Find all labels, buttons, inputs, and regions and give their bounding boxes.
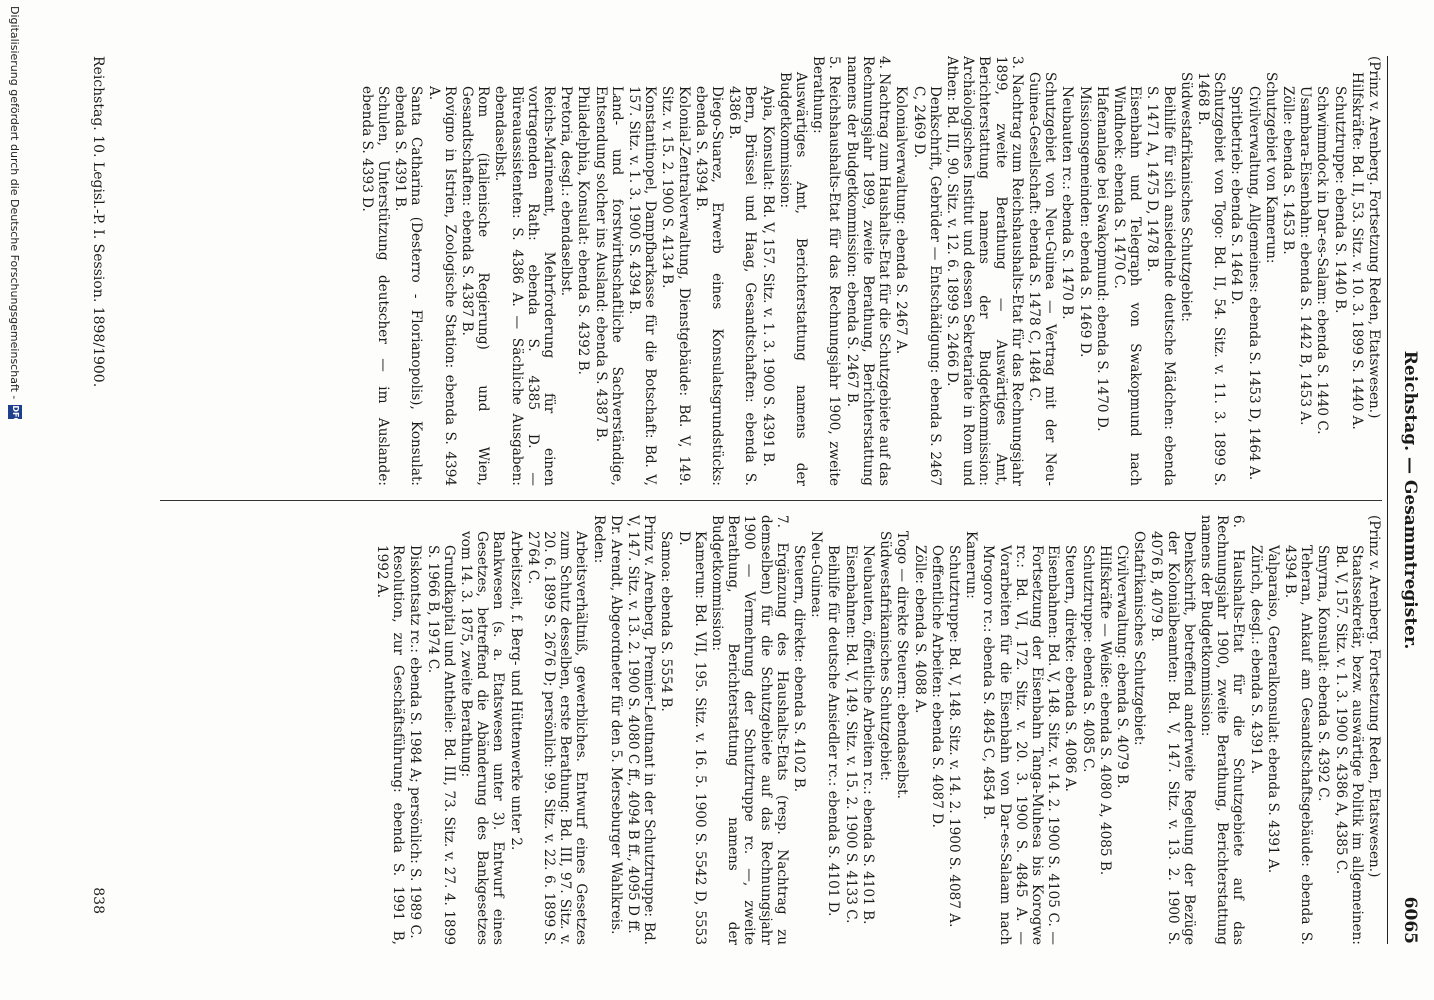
index-entry: Prinz v. Arenberg, Premier-Leutnant in der Schutztruppe: Bd. V, 147. Sitz. v. 13. 2. 1900 S. 4080 C ff., 4094 B ff., 4095 D ff. (625, 515, 658, 945)
index-entry: Schutzgebiet von Kamerun: (1262, 72, 1279, 264)
index-entry: Bankwesen (s. a. Etatswesen unter 3). Entwurf eines Gesetzes, betreffend die Abänderung des Bankgesetzes vom 14. 3. 1875, zweite Berathung: (458, 531, 507, 945)
index-entry: Arbeitsverhältniß, gewerbliches. Entwurf eines Gesetzes zum Schutz desselben, erste Berathung: Bd. III, 97. Sitz. v. 20. 6. 1899 S. 2676 D; persönlich: 99. Sitz. v. 22. 6. 1899 S. 2764 C. (524, 531, 590, 945)
index-entry: Denkschrift, betreffend anderweite Regelung der Bezüge der Kolonialbeamten: Bd. V, 147. Sitz. v. 13. 2. 1900 S. 4076 B, 4079 B. (1148, 531, 1197, 945)
index-entry: Santa Catharina (Desterro - Florianopolis), Konsulat: ebenda S. 4391 B. (392, 86, 425, 486)
index-entry: Apia, Konsulat: Bd. V, 157. Sitz. v. 1. 3. 1900 S. 4391 B. (759, 86, 776, 467)
index-entry: Südwestafrikanisches Schutzgebiet: (1177, 72, 1194, 322)
index-entry: Neu-Guinea: (808, 531, 825, 618)
index-entry: Pretoria, desgl.: ebendaselbst. (558, 86, 575, 297)
index-entry: (Prinz v. Arenberg. Fortsetzung Reden, Etatswesen.) (1366, 56, 1382, 419)
index-entry: 6. Haushalts-Etat für die Schutzgebiete auf das Rechnungsjahr 1900, zweite Berathung, Berichterstattung namens der Budgetkommission: (1197, 515, 1247, 945)
index-entry: Neubauten, öffentliche Arbeiten rc.: ebenda S. 4101 B. (859, 545, 876, 925)
index-entry: Schutztruppe: ebenda S. 4085 C. (1079, 545, 1096, 773)
index-entry: Land- und forstwirthschaftliche Sachverständige, Entsendung solcher ins Ausland: ebenda S. 4387 B. (592, 86, 625, 486)
digitization-note (4, 0, 26, 1000)
index-entry: Missionsgemeinden: ebenda S. 1469 D. (1076, 86, 1093, 358)
page-footer (90, 56, 106, 944)
index-entry: 5. Reichshaushalts-Etat für das Rechnungsjahr 1900, zweite Berathung: (810, 56, 843, 486)
running-header (1392, 56, 1420, 944)
index-entry: Zölle: ebenda S. 1453 B. (1279, 86, 1296, 255)
digitization-text: Digitalisierung gefördert durch die Deutsche Forschungsgemeinschaft - (8, 6, 22, 400)
index-entry: Beihilfe für sich ansiedelnde deutsche Mädchen: ebenda S. 1471 A, 1475 D, 1478 B. (1144, 86, 1177, 486)
header-page-number: 6065 (1400, 896, 1420, 944)
index-entry: Philadelphia, Konsulat: ebenda S. 4392 B. (575, 86, 592, 375)
index-entry: Reden: (590, 515, 607, 564)
index-entry: 3. Nachtrag zum Reichshaushalts-Etat für das Rechnungsjahr 1899, zweite Berathung — Auswärtiges Amt, Berichterstattung namens der Budgetkommission: Archäologisches Institut und dessen Sekretariate in Rom und Athen: Bd. III, 90. Sitz. v. 12. 6. 1899 S. 2466 D. (943, 56, 1025, 486)
index-entry: Arbeitszeit, f. Berg- und Hüttenwerke unter 2. (507, 531, 524, 851)
index-entry: Rom (italienische Regierung) und Wien, Gesandtschaften: ebenda S. 4387 B. (459, 86, 492, 486)
index-entry: Diego-Suarez, Erwerb eines Konsulatsgrundstücks: ebenda S. 4394 B. (692, 86, 726, 486)
index-entry: Kamerun: Bd. VII, 195. Sitz. v. 16. 5. 1900 S. 5542 D, 5553 D. (675, 531, 708, 945)
index-entry: Samoa: ebenda S. 5554 B. (658, 531, 675, 712)
index-entry: Kolonialverwaltung: ebenda S. 2467 A. (893, 86, 910, 355)
index-entry: Kolonial-Zentralverwaltung, Dienstgebäude: Bd. V, 149. Sitz. v. 15. 2. 1900 S. 4134 B. (659, 86, 692, 486)
index-entry: Bern, Brüssel und Haag, Gesandtschaften: ebenda S. 4386 B. (726, 86, 759, 486)
index-entry: Staatssekretär, bezw. auswärtige Politik im allgemeinen: Bd. V, 157. Sitz. v. 1. 3. 1900 S. 4386 A, 4385 C. (1332, 545, 1365, 945)
index-entry: Usambara-Eisenbahn: ebenda S. 1442 B, 1453 A. (1297, 86, 1314, 426)
header-rule (1387, 56, 1388, 944)
index-entry: Diskontsatz rc.: ebenda S. 1984 A; persönlich: S. 1989 C. (407, 545, 424, 939)
index-entry: Reichs-Marineamt, Mehrforderung für einen vortragenden Rath: ebenda S. 4385 D. — Büreauassistenten: S. 4386 A. — Sächliche Ausgaben: ebendaselbst. (492, 86, 558, 486)
index-entry: Teheran, Ankauf am Gesandtschaftsgebäude: ebenda S. 4394 B. (1281, 545, 1315, 945)
index-entry: 4. Nachtrag zum Haushalts-Etat für die Schutzgebiete auf das Rechnungsjahr 1899, zweite Berathung, Berichterstattung namens der Budgetkommission: ebenda S. 2467 B. (843, 56, 893, 486)
footer-page-number: 838 (90, 887, 106, 914)
index-entry: Resolution, zur Geschäftsführung: ebenda S. 1991 B, 1992 A. (374, 545, 407, 945)
index-entry: Schutztruppe: Bd. V, 148. Sitz. v. 14. 2. 1900 S. 4087 A. (945, 545, 962, 928)
column-divider (160, 500, 1382, 501)
index-entry: Rovigno in Istrien, Zoologische Station: ebenda S. 4394 A. (425, 86, 458, 486)
index-entry: Schutzgebiet von Neu-Guinea — Vertrag mit der Neu-Guinea-Gesellschaft: ebenda S. 1478 C, 1484 C. (1025, 72, 1059, 486)
header-title: Reichstag. — Gesammtregister. (1400, 350, 1420, 650)
index-entry: Smyrna, Konsulat: ebenda S. 4392 C. (1315, 545, 1332, 802)
index-entry: Steuern, direkte: ebenda S. 4102 B. (791, 545, 808, 793)
index-entry: Eisenbahnen: Bd. V, 148. Sitz. v. 14. 2. 1900 S. 4105 C. — Fortsetzung der Eisenbahn Tanga-Muhesa bis Korogwe rc.: Bd. VI, 172. Sitz. v. 20. 3. 1900 S. 4845 A. — Vorarbeiten für die Eisenbahn von Dar-es-Salaam nach Mrogoro rc.: ebenda S. 4845 C, 4854 B. (980, 545, 1062, 945)
index-entry: Oeffentliche Arbeiten: ebenda S. 4087 D. (928, 545, 945, 828)
index-entry: Schulen, Unterstützung deutscher — im Auslande: ebenda S. 4393 D. (358, 86, 392, 486)
index-entry: Hilfskräfte — Weiße: ebenda S. 4080 A, 4085 B. (1096, 545, 1113, 876)
right-column (160, 515, 1382, 945)
index-entry: (Prinz v. Arenberg. Fortsetzung Reden, Etatswesen.) (1366, 515, 1382, 878)
index-entry: Zürich, desgl.: ebenda S. 4391 A. (1247, 545, 1264, 775)
index-entry: Zölle: ebenda S. 4088 A. (911, 545, 928, 714)
index-entry: Eisenbahnen: Bd. V, 149. Sitz. v. 15. 2. 1900 S. 4133 C. (842, 545, 859, 924)
index-entry: Hafenanlage bei Swakopmund: ebenda S. 1470 D. (1093, 86, 1110, 432)
dfg-logo-icon: DFG (8, 405, 22, 419)
index-entry: Hilfskräfte: Bd. II, 53. Sitz. v. 10. 3. 1899 S. 1440 A. (1348, 72, 1365, 430)
index-entry: Schutzgebiet von Togo: Bd. II, 54. Sitz. v. 11. 3. 1899 S. 1468 B. (1194, 72, 1228, 486)
index-entry: Denkschrift, Gebrüder — Entschädigung: ebenda S. 2467 C, 2469 D. (910, 86, 943, 486)
index-entry: Eisenbahn und Telegraph von Swakopmund nach Windhoek: ebenda S. 1470 C. (1110, 86, 1144, 486)
index-entry: Auswärtiges Amt, Berichterstattung namens der Budgetkommission: (776, 72, 810, 486)
index-entry: Civilverwaltung, Allgemeines: ebenda S. 1453 D, 1464 A. (1245, 86, 1262, 481)
index-entry: Steuern, direkte: ebenda S. 4086 A. (1062, 545, 1079, 792)
index-entry: Dr. Arendt, Abgeordneter für den 5. Merseburger Wahlkreis. (607, 515, 624, 935)
index-entry: Togo — direkte Steuern: ebendaselbst. (894, 531, 911, 799)
index-entry: Schutztruppe: ebenda S. 1440 B. (1331, 86, 1348, 314)
index-entry: Spritbetrieb: ebenda S. 1464 D. (1228, 86, 1245, 305)
index-entry: Grundkapital und Antheile: Bd. III, 73. Sitz. v. 27. 4. 1899 S. 1966 B, 1974 C. (424, 545, 457, 945)
index-entry: Schwimmdock in Dar-es-Salam: ebenda S. 1440 C. (1314, 86, 1331, 435)
index-entry: Neubauten rc.: ebenda S. 1470 B. (1059, 86, 1076, 320)
index-entry: 7. Ergänzung des Haushalts-Etats (resp. Nachtrag zu demselben) für die Schutzgebiete auf das Rechnungsjahr 1900 — Vermehrung der Schutztruppe rc. —, zweite Berathung, Berichterstattung namens der Budgetkommission: (709, 515, 790, 945)
index-entry: Südwestafrikanisches Schutzgebiet: (877, 531, 894, 781)
index-entry: Civilverwaltung: ebenda S. 4079 B. (1113, 545, 1130, 789)
left-column (160, 56, 1382, 486)
index-entry: Kamerun: (963, 531, 980, 599)
index-entry: Ostafrikanisches Schutzgebiet: (1131, 531, 1148, 746)
index-entry: Beihilfe für deutsche Ansiedler rc.: ebenda S. 4101 D. (825, 545, 842, 917)
index-entry: Valparaiso, Generalkonsulat: ebenda S. 4391 A. (1264, 545, 1281, 874)
index-entry: Konstantinopel, Dampfbarkasse für die Botschaft: Bd. V, 157. Sitz. v. 1. 3. 1900 S. 4394 B. (626, 86, 659, 486)
footer-source: Reichstag. 10. Legisl.-P. I. Session. 1898/1900. (90, 56, 106, 388)
